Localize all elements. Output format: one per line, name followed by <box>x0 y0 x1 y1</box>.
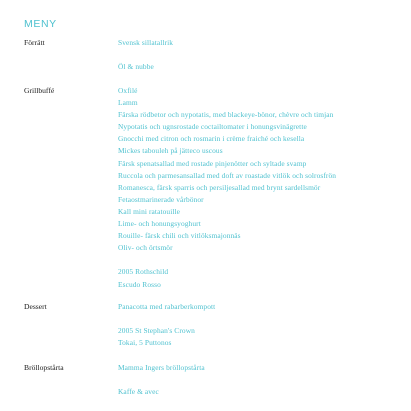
menu-item: Lamm <box>118 98 138 108</box>
section-items <box>118 301 398 349</box>
section-items <box>118 85 398 291</box>
menu-item: Mamma Ingers bröllopstårta <box>118 363 205 372</box>
menu-item: Ruccola och parmesansallad med doft av roastade vitlök och solrosfrön <box>118 170 337 180</box>
menu-item: Kall mini ratatouille <box>118 206 181 216</box>
spacer <box>118 313 398 325</box>
section-label: Bröllopstårta <box>24 363 64 372</box>
menu-item: Fetaostmarinerade vårbönor <box>118 194 204 204</box>
menu-title: MENY <box>24 18 57 30</box>
menu-item: Nypotatis och ugnsrostade coctailtomater i honungsvinägrette <box>118 122 307 132</box>
menu-item: Svensk sillatallrik <box>118 38 174 47</box>
menu-item: Panacotta med rabarberkompott <box>118 302 216 311</box>
menu-item: Mickes tabouleh på jätteco uscous <box>118 146 223 156</box>
menu-item: Tokai, 5 Puttonos <box>118 338 172 348</box>
menu-item: 2005 Rothschild <box>118 267 169 277</box>
menu-item: Gnocchi med citron och rosmarin i crème fraiché och kesella <box>118 134 305 144</box>
section-label: Dessert <box>24 302 47 311</box>
spacer <box>118 49 398 61</box>
section-label: Grillbuffé <box>24 86 55 95</box>
menu-item: Lime- och honungsyoghurt <box>118 219 201 229</box>
menu-item: Rouille- färsk chili och vitlöksmajonnäs <box>118 231 241 241</box>
menu-item: Romanesca, färsk sparris och persiljesallad med brynt sardellsmör <box>118 182 321 192</box>
menu-item: Oxfilé <box>118 86 138 95</box>
spacer <box>118 374 398 386</box>
section-items <box>118 37 398 73</box>
menu-item: Escudo Rosso <box>118 279 161 289</box>
section-label: Förrätt <box>24 38 45 47</box>
menu-item: Oliv- och örtsmör <box>118 243 173 253</box>
spacer <box>118 254 398 266</box>
menu-item: Färsk spenatsallad med rostade pinjenötter och syltade svamp <box>118 158 307 168</box>
menu-item: Kaffe & avec <box>118 387 159 397</box>
menu-item: Öl & nubbe <box>118 62 154 72</box>
menu-item: Färska rödbetor och nypotatis, med blackeye-bönor, chèvre och timjan <box>118 110 334 120</box>
menu-item: 2005 St Stephan's Crown <box>118 326 195 336</box>
section-items <box>118 362 398 398</box>
